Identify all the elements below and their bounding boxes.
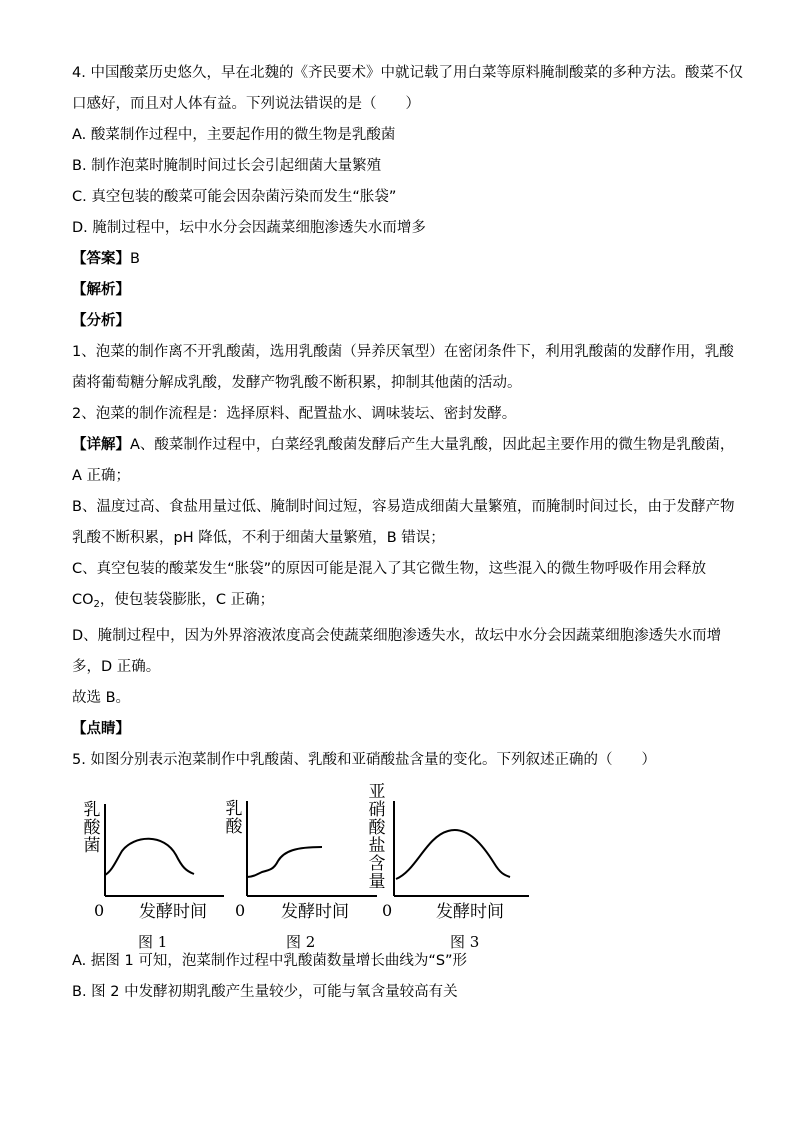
detail-d-line-1: D、腌制过程中，因为外界溶液浓度高会使蔬菜细胞渗透失水，故坛中水分会因蔬菜细胞渗透失水而增 xyxy=(72,628,722,644)
detail-b-line-1: B、温度过高、食盐用量过低、腌制时间过短，容易造成细菌大量繁殖，而腌制时间过长，由于发酵产物 xyxy=(72,499,735,515)
fig1-ylabel-char-1: 酸 xyxy=(83,818,101,838)
fig3-curve xyxy=(396,830,510,879)
fenxi-point-1-line-2: 菌将葡萄糖分解成乳酸，发酵产物乳酸不断积累，抑制其他菌的活动。 xyxy=(72,375,522,391)
q4-option-b: B. 制作泡菜时腌制时间过长会引起细菌大量繁殖 xyxy=(72,158,382,174)
fenxi-label: 【分析】 xyxy=(72,313,130,329)
fenxi-point-2: 2、泡菜的制作流程是：选择原料、配置盐水、调味装坛、密封发酵。 xyxy=(72,406,517,422)
fig3-ylabel-char-5: 量 xyxy=(368,872,386,892)
fig3-ylabel xyxy=(369,782,387,892)
dianjing-label: 【点睛】 xyxy=(72,721,130,737)
q4-option-c: C. 真空包装的酸菜可能会因杂菌污染而发生“胀袋” xyxy=(72,189,397,205)
fig3-xlabel: 发酵时间 xyxy=(436,902,504,922)
q4-answer xyxy=(72,249,722,269)
fig1-ylabel xyxy=(84,800,102,856)
detail-label: 【详解】 xyxy=(72,437,130,453)
fig3-caption: 图 3 xyxy=(450,933,480,951)
fig1-origin: 0 xyxy=(94,901,105,920)
fig3-ylabel-char-0: 亚 xyxy=(368,782,386,802)
fig3-origin: 0 xyxy=(382,901,393,920)
detail-d-line-2: 多，D 正确。 xyxy=(72,659,161,675)
answer-label: 【答案】 xyxy=(72,251,130,267)
figure-2 xyxy=(222,781,382,931)
q4-option-a: A. 酸菜制作过程中，主要起作用的微生物是乳酸菌 xyxy=(72,127,396,143)
q4-option-d: D. 腌制过程中，坛中水分会因蔬菜细胞渗透失水而增多 xyxy=(72,220,426,236)
fig1-caption: 图 1 xyxy=(138,933,168,951)
fig3-ylabel-char-4: 含 xyxy=(368,854,386,874)
fig3-ylabel-char-2: 酸 xyxy=(368,818,386,838)
answer-value: B xyxy=(130,251,140,267)
q4-stem-line-2: 口感好，而且对人体有益。下列说法错误的是（ ） xyxy=(72,96,420,112)
fig2-curve xyxy=(247,847,322,877)
fig3-ylabel-char-1: 硝 xyxy=(368,800,386,820)
q5-stem: 5. 如图分别表示泡菜制作中乳酸菌、乳酸和亚硝酸盐含量的变化。下列叙述正确的（ ） xyxy=(72,752,656,768)
detail-c-text: ，使包装袋膨胀，C 正确； xyxy=(99,592,275,608)
fig3-ylabel-char-3: 盐 xyxy=(368,836,386,856)
conclusion: 故选 B。 xyxy=(72,690,131,706)
q5-option-a: A. 据图 1 可知，泡菜制作过程中乳酸菌数量增长曲线为“S”形 xyxy=(72,953,468,969)
fig2-origin: 0 xyxy=(235,901,246,920)
fig1-ylabel-char-2: 菌 xyxy=(83,836,101,856)
document-page xyxy=(72,63,743,1013)
fig1-ylabel-char-0: 乳 xyxy=(83,800,101,820)
co2-formula: CO xyxy=(72,592,94,608)
fig2-caption: 图 2 xyxy=(286,933,316,951)
q5-figures xyxy=(72,781,722,951)
q4-stem-line-1: 4. 中国酸菜历史悠久，早在北魏的《齐民要术》中就记载了用白菜等原料腌制酸菜的多种方法。酸菜不仅 xyxy=(72,65,743,81)
co2-subscript: 2 xyxy=(93,599,100,610)
analysis-label: 【解析】 xyxy=(72,282,130,298)
detail-a-line-1 xyxy=(72,435,735,455)
fenxi-point-1-line-1: 1、泡菜的制作离不开乳酸菌，选用乳酸菌（异养厌氧型）在密闭条件下，利用乳酸菌的发酵作用，乳酸 xyxy=(72,344,734,360)
fig2-ylabel-char-0: 乳 xyxy=(225,799,243,819)
fig1-xlabel: 发酵时间 xyxy=(139,902,207,922)
figure-1 xyxy=(72,781,232,931)
fig2-xlabel: 发酵时间 xyxy=(281,902,349,922)
detail-c-line-1: C、真空包装的酸菜发生“胀袋”的原因可能是混入了其它微生物，这些混入的微生物呼吸作用会释放 xyxy=(72,561,707,577)
detail-a-text: A、酸菜制作过程中，白菜经乳酸菌发酵后产生大量乳酸，因此起主要作用的微生物是乳酸菌， xyxy=(130,437,735,453)
detail-b-line-2: 乳酸不断积累，pH 降低，不利于细菌大量繁殖，B 错误； xyxy=(72,530,445,546)
fig1-curve xyxy=(105,839,194,875)
figure-3 xyxy=(364,781,534,931)
fig2-ylabel xyxy=(226,799,244,837)
q5-option-b: B. 图 2 中发酵初期乳酸产生量较少，可能与氧含量较高有关 xyxy=(72,984,458,1000)
fig2-ylabel-char-1: 酸 xyxy=(225,817,243,837)
detail-c-line-2 xyxy=(72,590,722,615)
detail-a-line-2: A 正确； xyxy=(72,468,131,484)
